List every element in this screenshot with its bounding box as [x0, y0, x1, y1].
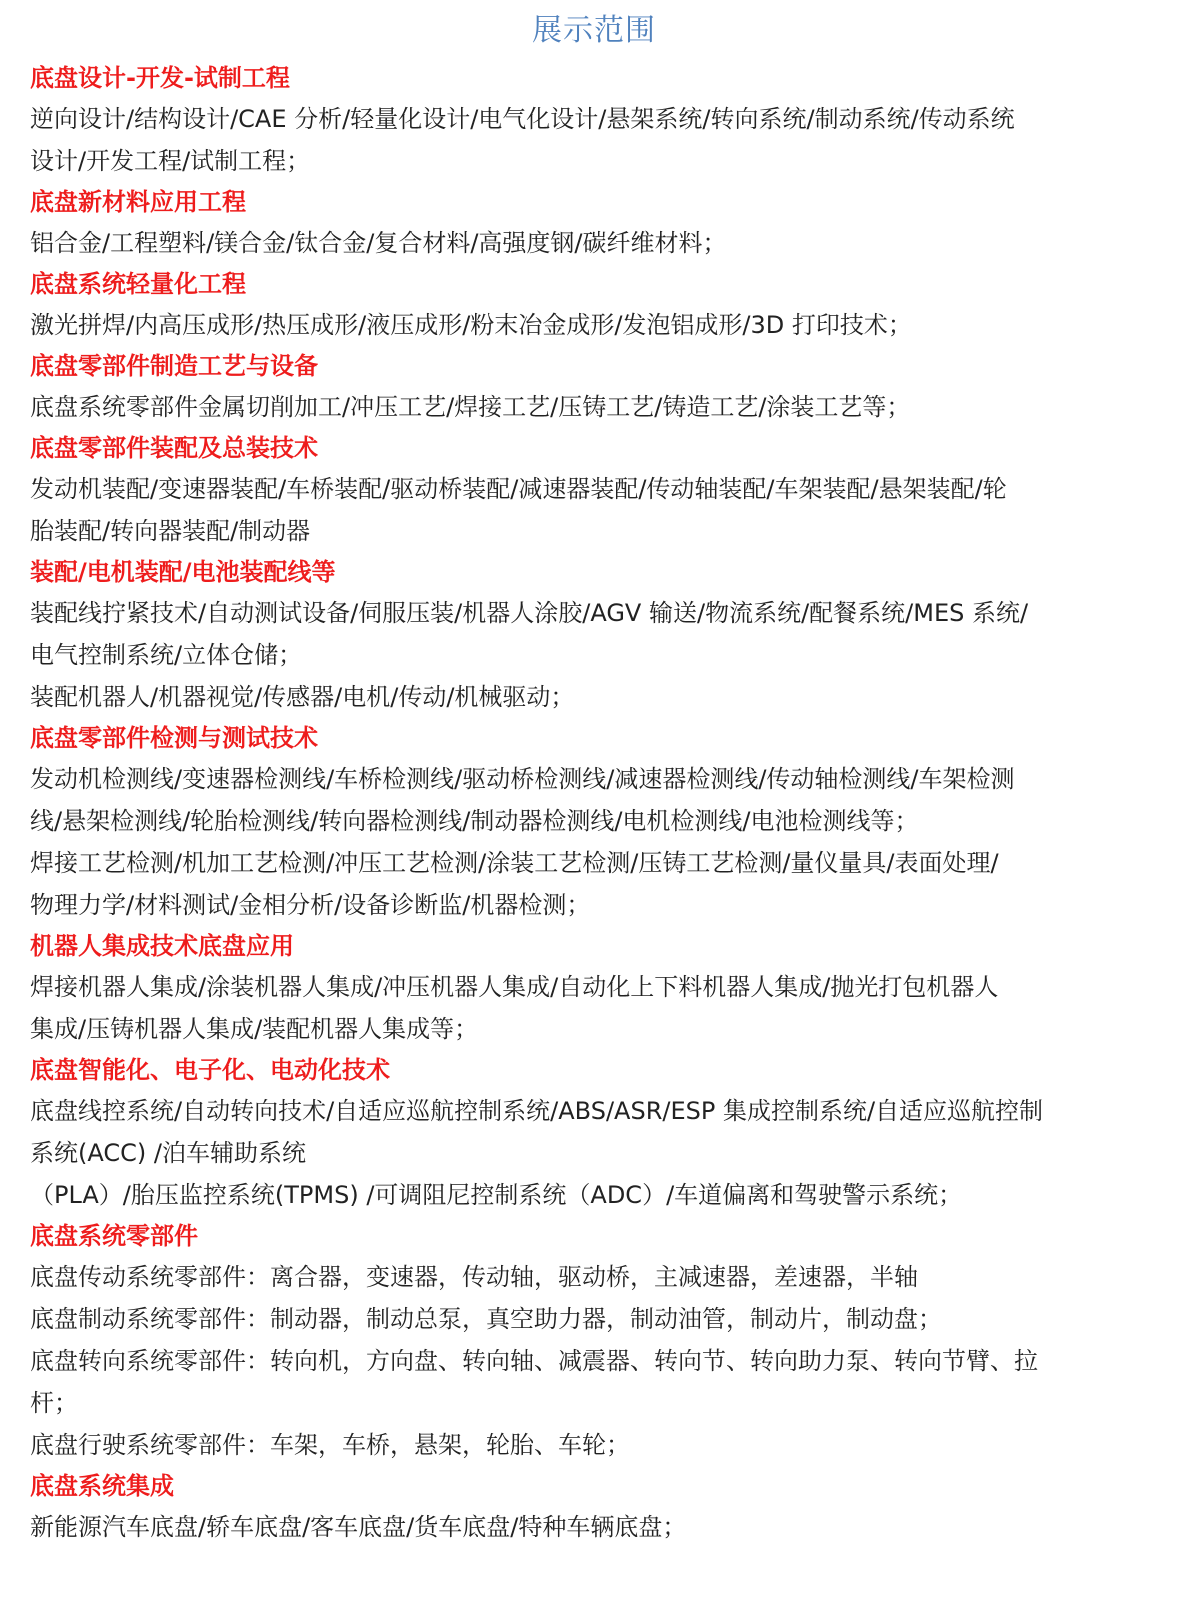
section-heading: 底盘系统轻量化工程 — [30, 270, 246, 298]
section-heading: 装配/电机装配/电池装配线等 — [30, 558, 336, 586]
paragraph-line: 装配机器人/机器视觉/传感器/电机/传动/机械驱动； — [30, 683, 575, 711]
paragraph-line: 装配线拧紧技术/自动测试设备/伺服压装/机器人涂胶/AGV 输送/物流系统/配餐系统/MES 系统/ — [30, 599, 1029, 627]
paragraph-line: 激光拼焊/内高压成形/热压成形/液压成形/粉末冶金成形/发泡铝成形/3D 打印技术； — [30, 311, 912, 339]
paragraph-line: 新能源汽车底盘/轿车底盘/客车底盘/货车底盘/特种车辆底盘； — [30, 1513, 687, 1541]
paragraph-line: 底盘转向系统零部件：转向机，方向盘、转向轴、减震器、转向节、转向助力泵、转向节臂、拉 — [30, 1347, 1038, 1375]
section-paragraph — [30, 468, 1158, 552]
section-heading: 机器人集成技术底盘应用 — [30, 932, 294, 960]
section-paragraph — [30, 966, 1158, 1050]
section-paragraph — [30, 592, 1158, 676]
paragraph-line: 集成/压铸机器人集成/装配机器人集成等； — [30, 1015, 479, 1043]
paragraph-line: 系统(ACC) /泊车辅助系统 — [30, 1139, 306, 1167]
paragraph-line: 物理力学/材料测试/金相分析/设备诊断监/机器检测； — [30, 891, 591, 919]
paragraph-line: 底盘系统零部件金属切削加工/冲压工艺/焊接工艺/压铸工艺/铸造工艺/涂装工艺等； — [30, 393, 911, 421]
paragraph-line: 杆； — [30, 1389, 78, 1417]
paragraph-line: 设计/开发工程/试制工程； — [30, 147, 311, 175]
paragraph-line: 底盘传动系统零部件：离合器，变速器，传动轴，驱动桥，主减速器，差速器，半轴 — [30, 1263, 918, 1291]
section-paragraph — [30, 1506, 1158, 1548]
paragraph-line: 底盘线控系统/自动转向技术/自适应巡航控制系统/ABS/ASR/ESP 集成控制系统/自适应巡航控制 — [30, 1097, 1044, 1125]
section-heading: 底盘零部件检测与测试技术 — [30, 724, 318, 752]
paragraph-line: 底盘制动系统零部件：制动器，制动总泵，真空助力器，制动油管，制动片，制动盘； — [30, 1305, 942, 1333]
section-heading: 底盘零部件制造工艺与设备 — [30, 352, 318, 380]
section-heading: 底盘设计-开发-试制工程 — [30, 64, 290, 92]
section-paragraph — [30, 676, 1158, 718]
paragraph-line: 电气控制系统/立体仓储； — [30, 641, 303, 669]
paragraph-line: 焊接机器人集成/涂装机器人集成/冲压机器人集成/自动化上下料机器人集成/抛光打包机器人 — [30, 973, 999, 1001]
paragraph-line: （PLA）/胎压监控系统(TPMS) /可调阻尼控制系统（ADC）/车道偏离和驾驶警示系统； — [30, 1181, 963, 1209]
paragraph-line: 铝合金/工程塑料/镁合金/钛合金/复合材料/高强度钢/碳纤维材料； — [30, 229, 727, 257]
section-paragraph — [30, 758, 1158, 842]
section-paragraph — [30, 1256, 1158, 1298]
section-heading: 底盘系统集成 — [30, 1472, 174, 1500]
section-paragraph — [30, 1340, 1158, 1424]
document-content — [30, 58, 1158, 1548]
paragraph-line: 底盘行驶系统零部件：车架，车桥，悬架，轮胎、车轮； — [30, 1431, 630, 1459]
section-paragraph — [30, 222, 1158, 264]
paragraph-line: 发动机装配/变速器装配/车桥装配/驱动桥装配/减速器装配/传动轴装配/车架装配/悬架装配/轮 — [30, 475, 1007, 503]
paragraph-line: 线/悬架检测线/轮胎检测线/转向器检测线/制动器检测线/电机检测线/电池检测线等； — [30, 807, 919, 835]
paragraph-line: 焊接工艺检测/机加工艺检测/冲压工艺检测/涂装工艺检测/压铸工艺检测/量仪量具/表面处理/ — [30, 849, 999, 877]
paragraph-line: 逆向设计/结构设计/CAE 分析/轻量化设计/电气化设计/悬架系统/转向系统/制动系统/传动系统 — [30, 105, 1015, 133]
paragraph-line: 发动机检测线/变速器检测线/车桥检测线/驱动桥检测线/减速器检测线/传动轴检测线/车架检测 — [30, 765, 1015, 793]
section-heading: 底盘新材料应用工程 — [30, 188, 246, 216]
section-paragraph — [30, 1174, 1158, 1216]
paragraph-line: 胎装配/转向器装配/制动器 — [30, 517, 311, 545]
section-paragraph — [30, 1424, 1158, 1466]
section-paragraph — [30, 304, 1158, 346]
page-title: 展示范围 — [532, 13, 656, 48]
section-heading: 底盘智能化、电子化、电动化技术 — [30, 1056, 390, 1084]
section-heading: 底盘零部件装配及总装技术 — [30, 434, 318, 462]
section-paragraph — [30, 98, 1158, 182]
section-heading: 底盘系统零部件 — [30, 1222, 198, 1250]
section-paragraph — [30, 842, 1158, 926]
section-paragraph — [30, 1090, 1158, 1174]
section-paragraph — [30, 386, 1158, 428]
section-paragraph — [30, 1298, 1158, 1340]
